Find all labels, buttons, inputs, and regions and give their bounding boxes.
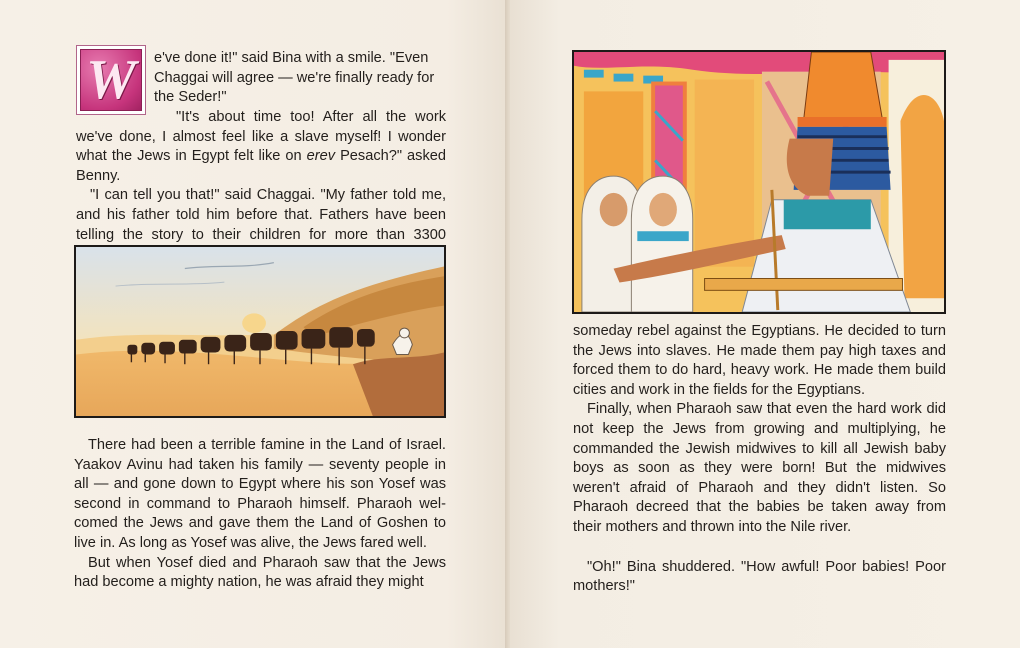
paragraph-chaggai: "I can tell you that!" said Chaggai. "My father told me, and his father told him before that. Fathers have been telling the story to their children for more than 3300 [76, 187, 446, 243]
drop-cap-letter: W [86, 49, 136, 111]
right-page [508, 0, 1020, 648]
paragraph-benny: "It's about time too! After all the work we've done, I almost feel like a slave myself! I wonder what the Jews in Egypt felt like on erev Pesach?" asked Benny. [76, 109, 446, 184]
desert-caravan-art [76, 247, 444, 416]
pharaoh-art [574, 52, 944, 312]
opening-line-2: Chaggai will agree — we're finally ready for [154, 69, 435, 86]
left-page [0, 0, 508, 648]
paragraph-bina-shudders: "Oh!" Bina shuddered. "How awful! Poor babies! Poor mothers!" [573, 558, 946, 595]
paragraph-rebel: someday rebel against the Egyptians. He decided to turn the Jews into slaves. He made them pay high taxes and forced them to do hard, heavy work. He made them build cities and work in the fields for the Egyptians. [573, 323, 946, 398]
paragraph-famine: There had been a terrible famine in the Land of Israel. Yaakov Avinu had taken his family — seventy people in all — and gone down to Egypt where his son Yosef was second in command to Pharaoh himself. Pharaoh wel-comed the Jews and gave them the Land of Goshen to live in. As long as Yosef was alive, the Jews fared well. [74, 437, 446, 551]
opening-line-1: e've done it!" said Bina with a smile. "Even [154, 50, 429, 66]
left-upper-text [76, 108, 446, 265]
book-gutter [505, 0, 510, 648]
paragraph-yosef-died: But when Yosef died and Pharaoh saw that the Jews had become a mighty nation, he was afraid they might [74, 554, 446, 591]
drop-cap-frame [80, 49, 142, 111]
opening-line-3: the Seder!" [154, 89, 227, 106]
drop-cap-ornament [76, 45, 146, 115]
paragraph-midwives: Finally, when Pharaoh saw that even the hard work did not keep the Jews from growing and multiplying, he commanded the Jewish midwives to kill all Jewish baby boys as soon as they were born! But the midwives weren't afraid of Pharaoh and they didn't listen. So Pharaoh decreed that the babies be taken away from their mothers and thrown into the Nile river. [573, 401, 946, 535]
right-text [573, 322, 946, 597]
desert-caravan-illustration [74, 245, 446, 418]
pharaoh-illustration [572, 50, 946, 314]
left-lower-text [74, 436, 446, 593]
opening-lines [154, 49, 446, 108]
